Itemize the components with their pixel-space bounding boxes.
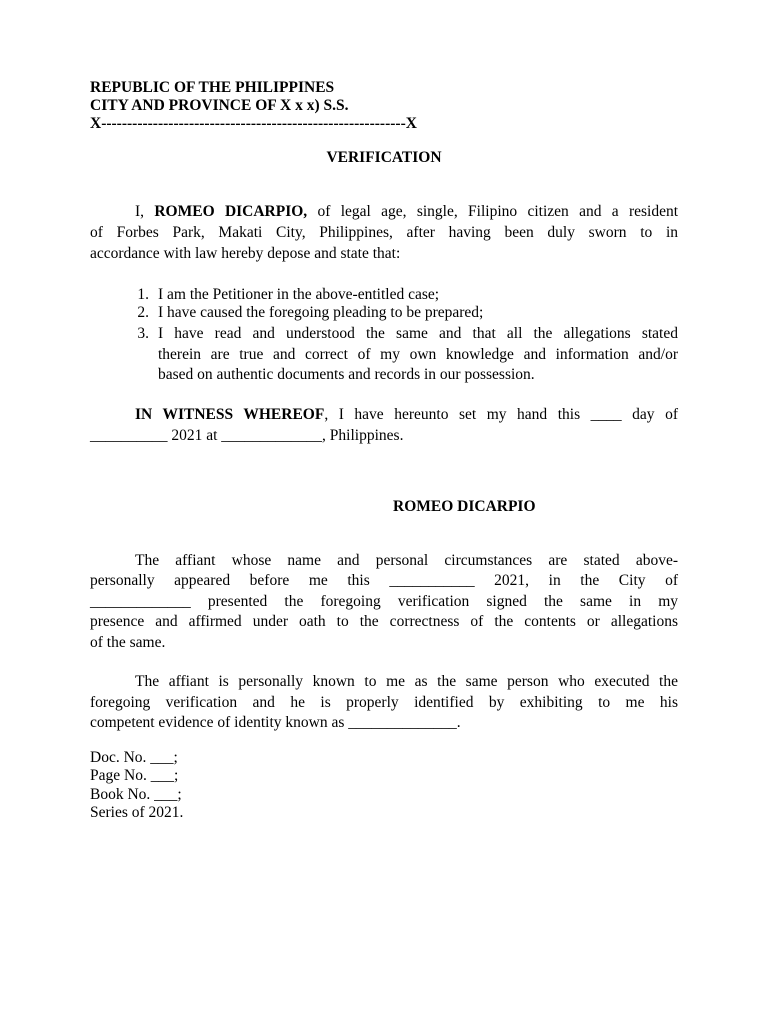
signature-name: ROMEO DICARPIO — [393, 498, 536, 515]
jurat-line: _____________ presented the foregoing verification signed the same in my — [90, 593, 678, 610]
intro-line: of Forbes Park, Makati City, Philippines, after having been duly sworn to in — [90, 224, 678, 241]
intro-line: accordance with law hereby depose and state that: — [90, 245, 401, 262]
identity-line: competent evidence of identity known as ______________. — [90, 714, 461, 731]
witness-line: IN WITNESS WHEREOF, I have hereunto set my hand this ____ day of — [135, 406, 678, 423]
header-divider: X-----------------------------------------------------------X — [90, 115, 417, 132]
identity-line: foregoing verification and he is properly identified by exhibiting to me his — [90, 694, 678, 711]
jurat-line: of the same. — [90, 634, 166, 651]
header-city-province: CITY AND PROVINCE OF X x x) S.S. — [90, 97, 349, 114]
jurat-line: The affiant whose name and personal circumstances are stated above- — [135, 552, 678, 569]
list-item: I am the Petitioner in the above-entitled case; — [158, 286, 440, 303]
intro-line: I, ROMEO DICARPIO, of legal age, single, Filipino citizen and a resident — [135, 203, 679, 220]
book-number: Book No. ___; — [90, 786, 182, 803]
doc-number: Doc. No. ___; — [90, 749, 178, 766]
header-republic: REPUBLIC OF THE PHILIPPINES — [90, 79, 335, 96]
list-item: I have read and understood the same and that all the allegations stated therein are true and correct of my own knowledge and information and/or based on authentic documents and records in our possession. — [158, 325, 678, 384]
list-number: 3. — [137, 325, 149, 342]
page-number: Page No. ___; — [90, 767, 179, 784]
list-number: 1. — [137, 286, 149, 303]
jurat-line: personally appeared before me this ___________ 2021, in the City of — [90, 572, 678, 589]
list-number: 2. — [137, 304, 149, 321]
jurat-line: presence and affirmed under oath to the correctness of the contents or allegations — [90, 613, 678, 630]
witness-line: __________ 2021 at _____________, Philippines. — [90, 427, 404, 444]
identity-line: The affiant is personally known to me as the same person who executed the — [135, 673, 678, 690]
series-year: Series of 2021. — [90, 804, 184, 821]
document-title: VERIFICATION — [326, 149, 442, 166]
list-item: I have caused the foregoing pleading to be prepared; — [158, 304, 484, 321]
affiant-name: ROMEO DICARPIO, — [154, 203, 308, 220]
